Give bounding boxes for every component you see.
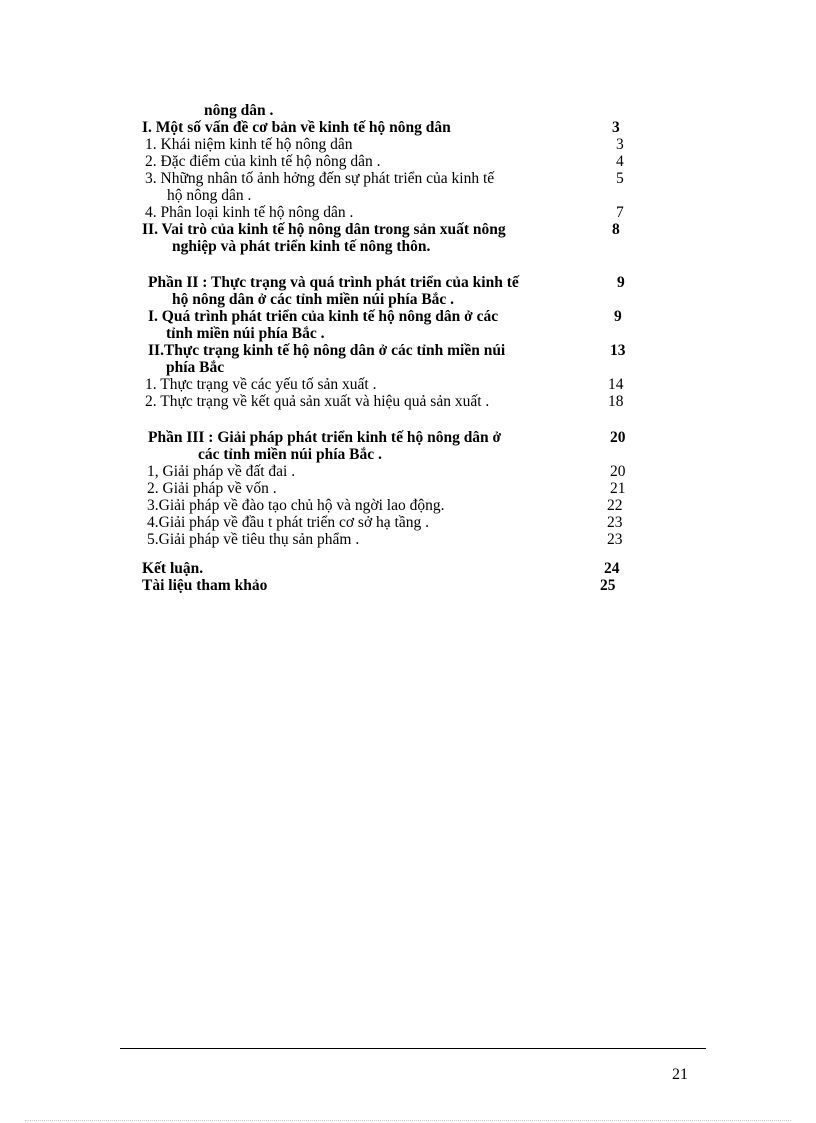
toc-entry [0,393,816,410]
toc-entry-title: 1. Thực trạng về các yếu tố sản xuất . [145,376,377,393]
toc-entry [0,446,816,463]
toc-entry [0,480,816,497]
page-number: 21 [672,1066,688,1083]
toc-entry [0,514,816,531]
toc-entry-page: 23 [607,531,623,548]
toc-entry-page: 5 [616,170,624,187]
toc-entry-page: 7 [616,204,624,221]
toc-entry-title: nghiệp và phát triển kinh tế nông thôn. [172,238,431,255]
toc-entry-title: 4.Giải pháp về đầu t phát triển cơ sở hạ tầng . [147,514,429,531]
toc-entry-page: 22 [607,497,623,514]
toc-entry-title: hộ nông dân . [167,187,252,204]
toc-entry-page: 24 [604,560,620,577]
toc-entry [0,221,816,238]
toc-entry-title: I. Một số vấn đề cơ bản về kinh tế hộ nông dân [142,119,451,136]
section-gap [0,410,816,429]
toc-entry [0,308,816,325]
toc-entry-page: 21 [610,480,626,497]
toc-entry-page: 13 [610,342,626,359]
footer-divider [120,1048,706,1049]
toc-entry-title: Tài liệu tham khảo [142,577,268,594]
toc-entry-title: Kết luận. [142,560,204,577]
toc-entry-title: II. Vai trò của kinh tế hộ nông dân trong sản xuất nông [142,221,506,238]
toc-entry-page: 14 [608,376,624,393]
toc-entry-page: 25 [600,577,616,594]
toc-entry-title: 3.Giải pháp về đào tạo chủ hộ và ngời lao động. [147,497,445,514]
toc-entry-title: các tỉnh miền núi phía Bắc . [198,446,382,463]
toc-entry-page: 8 [612,221,620,238]
toc-entry [0,429,816,446]
toc-entry-page: 4 [616,153,624,170]
toc-entry-title: 3. Những nhân tố ảnh hởng đến sự phát triển của kinh tế [145,170,495,187]
section-gap [0,548,816,560]
toc-entry-title: Phần II : Thực trạng và quá trình phát triển của kinh tế [148,274,519,291]
toc-entry [0,187,816,204]
toc-entry [0,325,816,342]
toc-entry-title: 2. Đặc điểm của kinh tế hộ nông dân . [145,153,381,170]
toc-entry [0,204,816,221]
toc-entry [0,560,816,577]
toc-entry-page: 23 [607,514,623,531]
table-of-contents [0,102,816,594]
toc-entry [0,359,816,376]
toc-entry [0,102,816,119]
toc-entry-title: Phần III : Giải pháp phát triển kinh tế hộ nông dân ở [148,429,502,446]
toc-entry-title: phía Bắc [166,359,225,376]
toc-entry-title: 2. Giải pháp về vốn . [147,480,277,497]
toc-entry [0,119,816,136]
section-gap [0,255,816,274]
toc-entry [0,497,816,514]
toc-entry-title: nông dân . [204,102,274,119]
toc-entry-title: hộ nông dân ở các tỉnh miền núi phía Bắc . [172,291,455,308]
toc-entry [0,274,816,291]
toc-entry-page: 9 [617,274,625,291]
toc-entry-title: 4. Phân loại kinh tế hộ nông dân . [145,204,354,221]
toc-entry-page: 20 [610,429,626,446]
toc-entry [0,463,816,480]
toc-entry [0,291,816,308]
toc-entry [0,136,816,153]
toc-entry-title: 1. Khái niệm kinh tế hộ nông dân [145,136,353,153]
toc-entry-page: 20 [610,463,626,480]
toc-entry-page: 3 [612,119,620,136]
page-edge-dots [25,1120,791,1121]
toc-entry [0,376,816,393]
toc-entry [0,238,816,255]
toc-entry-title: I. Quá trình phát triển của kinh tế hộ nông dân ở các [148,308,499,325]
toc-entry-title: tỉnh miền núi phía Bắc . [166,325,325,342]
toc-entry [0,531,816,548]
toc-entry-title: II.Thực trạng kinh tế hộ nông dân ở các tỉnh miền núi [148,342,506,359]
toc-entry [0,342,816,359]
toc-entry-page: 3 [616,136,624,153]
toc-entry-title: 5.Giải pháp về tiêu thụ sản phẩm . [147,531,360,548]
toc-entry-page: 9 [614,308,622,325]
toc-entry-page: 18 [608,393,624,410]
toc-entry [0,170,816,187]
toc-entry-title: 1, Giải pháp về đất đai . [147,463,296,480]
toc-entry [0,577,816,594]
toc-entry [0,153,816,170]
toc-entry-title: 2. Thực trạng về kết quả sản xuất và hiệu quả sản xuất . [145,393,490,410]
